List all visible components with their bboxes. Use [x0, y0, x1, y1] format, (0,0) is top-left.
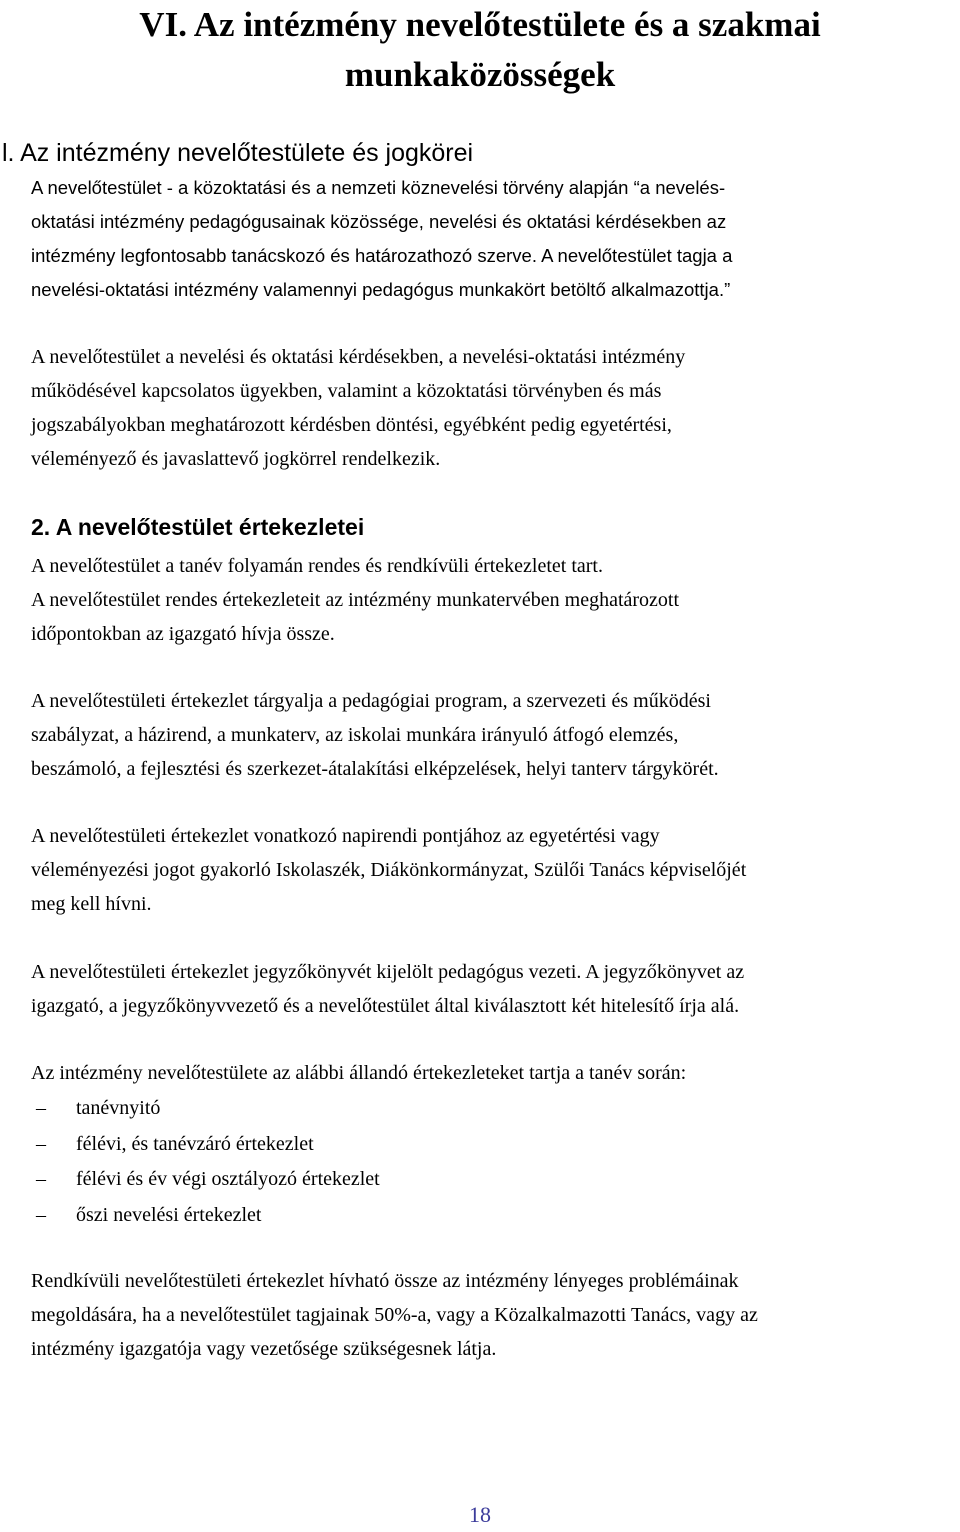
section-1-paragraph-2 — [31, 340, 685, 476]
section-2-paragraph-3 — [31, 819, 746, 921]
text-line: A nevelőtestület a tanév folyamán rendes és rendkívüli értekezletet tart. — [31, 555, 603, 577]
text-line: meg kell hívni. — [31, 893, 152, 915]
section-2-paragraph-4 — [31, 955, 744, 1023]
text-line: Az intézmény nevelőtestülete az alábbi állandó értekezleteket tartja a tanév során: — [31, 1062, 687, 1084]
list-item — [36, 1198, 380, 1234]
text-line: működésével kapcsolatos ügyekben, valamint a közoktatási törvényben és más — [31, 380, 662, 402]
list-item-label: félévi és év végi osztályozó értekezlet — [76, 1168, 380, 1190]
text-line: megoldására, ha a nevelőtestület tagjainak 50%-a, vagy a Közalkalmazotti Tanács, vagy az — [31, 1304, 758, 1326]
list-item — [36, 1162, 380, 1198]
text-line: A nevelőtestület a nevelési és oktatási kérdésekben, a nevelési-oktatási intézmény — [31, 346, 686, 368]
section-1-paragraph-1 — [31, 171, 732, 307]
text-line: időpontokban az igazgató hívja össze. — [31, 623, 335, 645]
section-2-paragraph-5 — [31, 1264, 758, 1366]
page-number: 18 — [469, 1502, 491, 1527]
text-line: A nevelőtestületi értekezlet tárgyalja a pedagógiai program, a szervezeti és működési — [31, 690, 711, 712]
text-line: Rendkívüli nevelőtestületi értekezlet hívható össze az intézmény lényeges problémáinak — [31, 1270, 739, 1292]
dash-bullet-icon: – — [36, 1203, 46, 1226]
text-line: A nevelőtestület - a közoktatási és a nemzeti köznevelési törvény alapján “a nevelés- — [31, 177, 726, 198]
section-2-heading: 2. A nevelőtestület értekezletei — [31, 514, 365, 540]
text-line: beszámoló, a fejlesztési és szerkezet-átalakítási elképzelések, helyi tanterv tárgykörét. — [31, 758, 719, 780]
dash-bullet-icon: – — [36, 1132, 46, 1155]
page-title-line-2: munkaközösségek — [344, 55, 616, 94]
text-line: oktatási intézmény pedagógusainak közössége, nevelési és oktatási kérdésekben az — [31, 211, 727, 232]
text-line: igazgató, a jegyzőkönyvvezető és a nevelőtestület által kiválasztott két hitelesítő írja alá. — [31, 995, 740, 1017]
meeting-list — [36, 1091, 380, 1233]
dash-bullet-icon: – — [36, 1168, 46, 1190]
text-line: intézmény igazgatója vagy vezetősége szükségesnek látja. — [31, 1338, 497, 1360]
text-line: intézmény legfontosabb tanácskozó és határozathozó szerve. A nevelőtestület tagja a — [31, 245, 733, 266]
text-line: véleményező és javaslattevő jogkörrel rendelkezik. — [31, 448, 441, 470]
text-line: A nevelőtestületi értekezlet vonatkozó napirendi pontjához az egyetértési vagy — [31, 825, 660, 847]
list-item-label: félévi, és tanévzáró értekezlet — [76, 1132, 314, 1155]
page-title-line-1: VI. Az intézmény nevelőtestülete és a szakmai — [139, 5, 821, 44]
list-item-label: tanévnyitó — [76, 1097, 161, 1119]
text-line: nevelési-oktatási intézmény valamennyi pedagógus munkakört betöltő alkalmazottja.” — [31, 279, 731, 300]
text-line: A nevelőtestület rendes értekezleteit az intézmény munkatervében meghatározott — [31, 589, 680, 611]
text-line: véleményezési jogot gyakorló Iskolaszék, Diákönkormányzat, Szülői Tanács képviselőjét — [31, 859, 747, 881]
dash-bullet-icon: – — [36, 1097, 46, 1119]
section-2-paragraph-2 — [31, 684, 719, 786]
page-title — [0, 0, 960, 100]
list-item — [36, 1127, 380, 1163]
text-line: szabályzat, a házirend, a munkaterv, az iskolai munkára irányuló átfogó elemzés, — [31, 724, 679, 746]
section-2-paragraph-1 — [31, 549, 679, 651]
section-1-heading: l. Az intézmény nevelőtestülete és jogkörei — [2, 139, 474, 167]
text-line: jogszabályokban meghatározott kérdésben döntési, egyébként pedig egyetértési, — [31, 414, 672, 436]
text-line: A nevelőtestületi értekezlet jegyzőkönyvét kijelölt pedagógus vezeti. A jegyzőkönyvet az — [31, 961, 745, 983]
list-intro — [31, 1056, 686, 1090]
list-item — [36, 1091, 380, 1127]
list-item-label: őszi nevelési értekezlet — [76, 1203, 262, 1226]
